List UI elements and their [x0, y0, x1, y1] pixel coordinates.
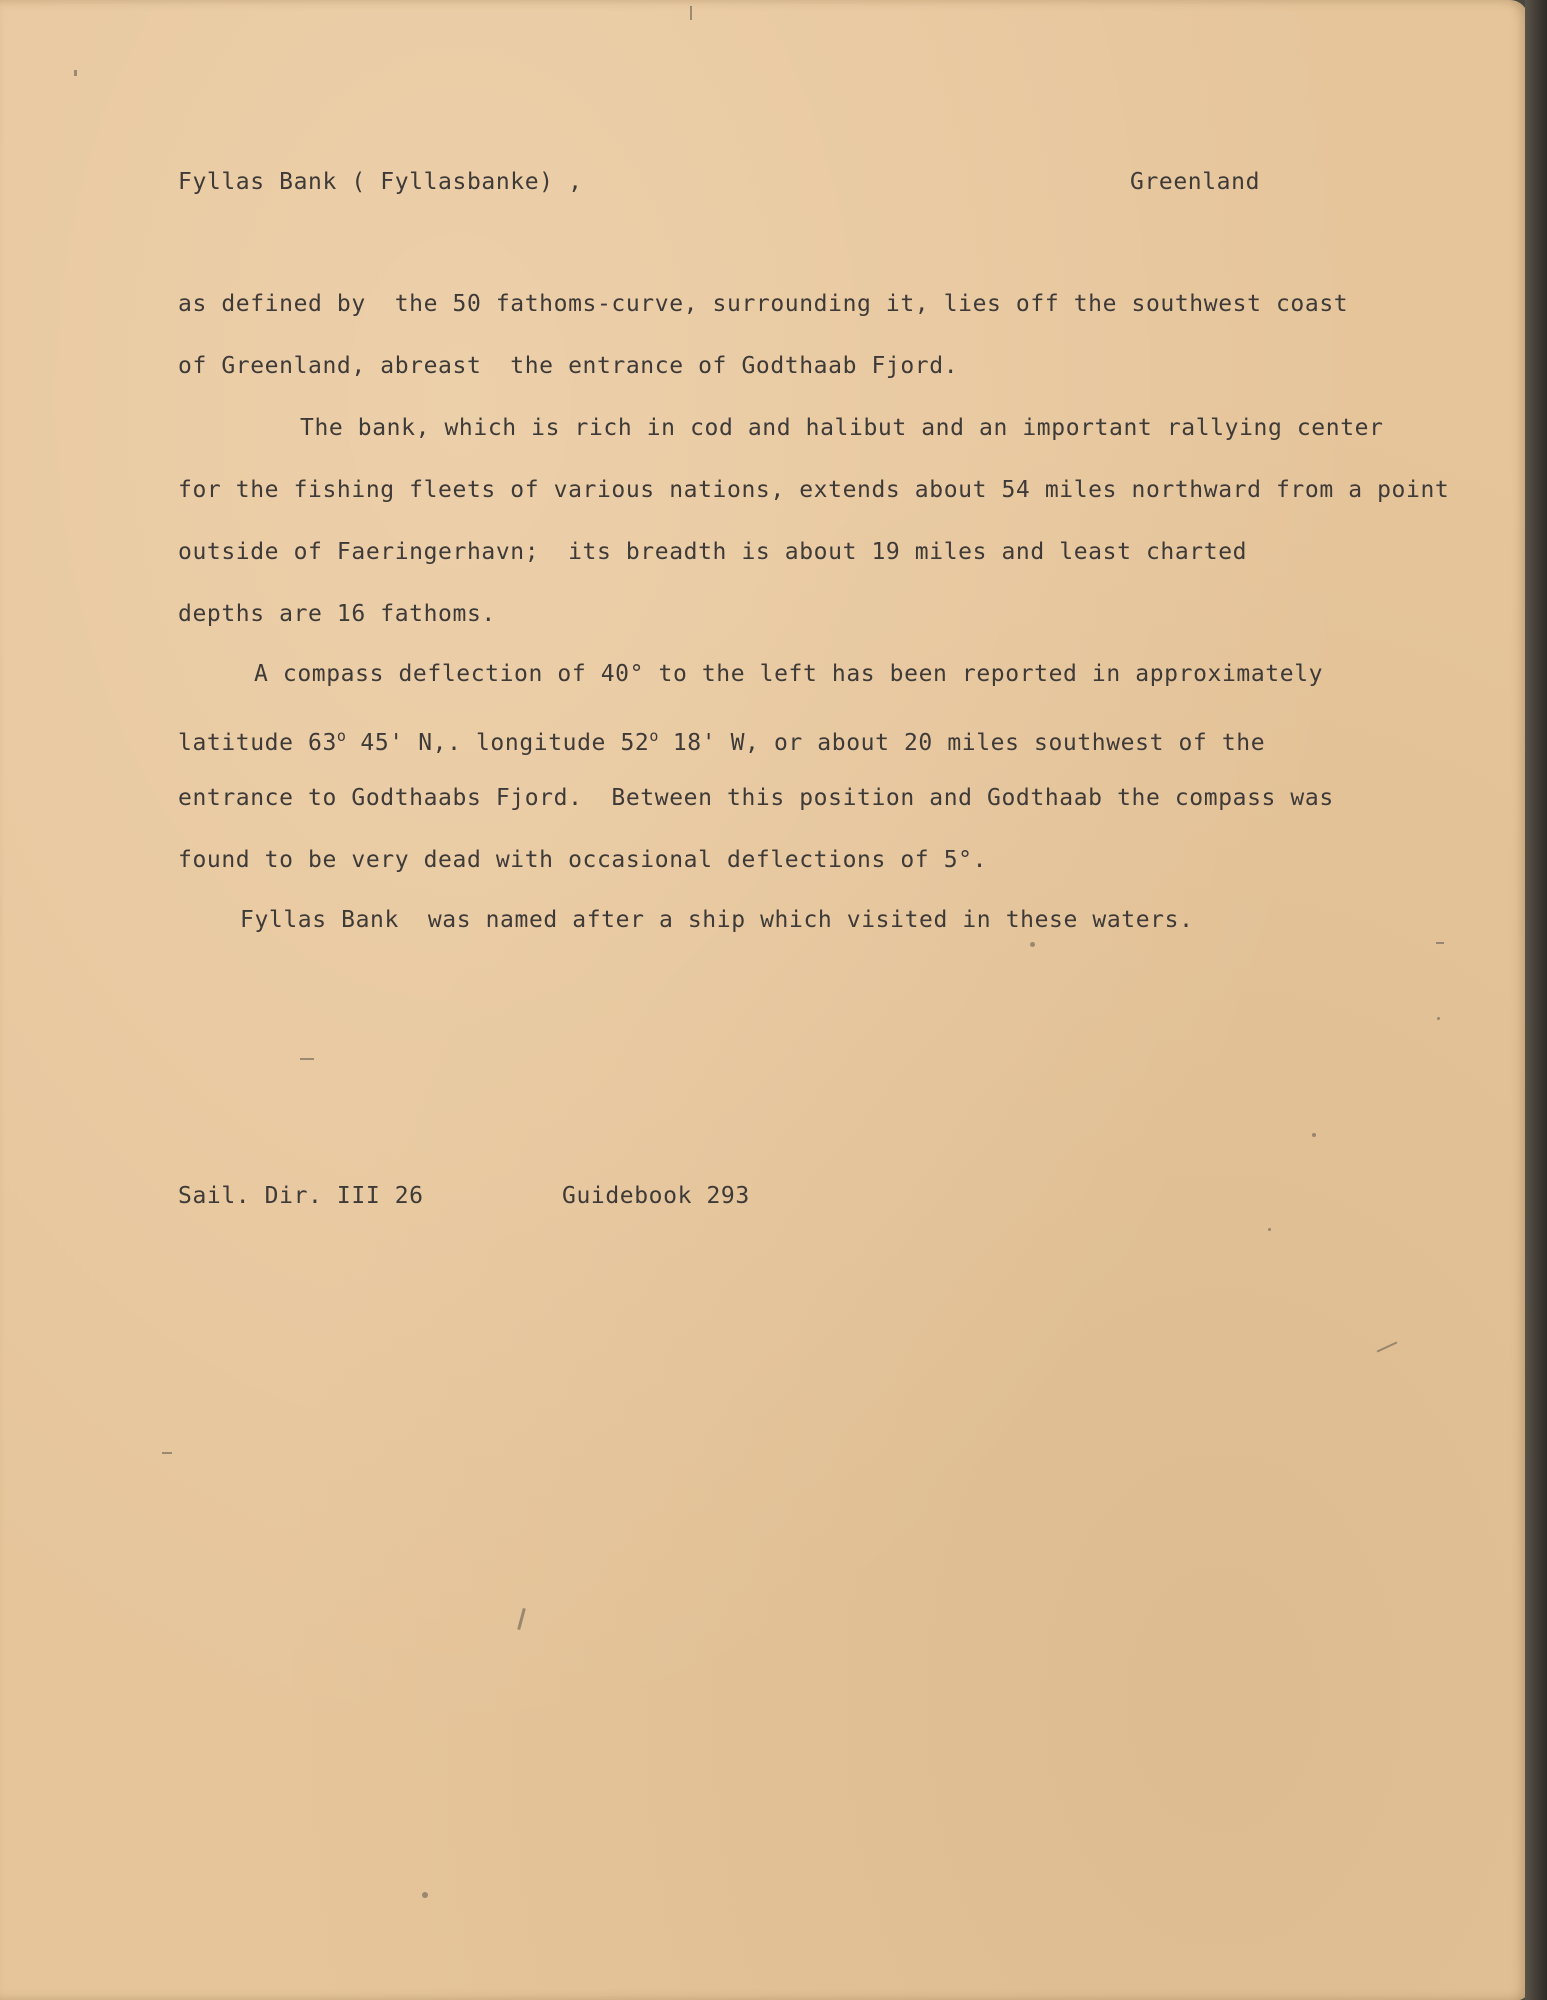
- degree-mark: o: [649, 727, 659, 745]
- body-line-8-part-b: 45' N,. longitude 52: [345, 730, 650, 756]
- degree-mark: o: [336, 727, 346, 745]
- body-line-2: of Greenland, abreast the entrance of Godthaab Fjord.: [178, 353, 959, 379]
- paper-speck: [1268, 1228, 1271, 1231]
- paper-speck: [1436, 942, 1444, 944]
- paper-speck: [1030, 942, 1035, 947]
- body-line-1: as defined by the 50 fathoms-curve, surrounding it, lies off the southwest coast: [178, 291, 1349, 317]
- paper-speck: [74, 70, 77, 76]
- paper-speck: [1312, 1133, 1316, 1137]
- paper-speck: [162, 1452, 172, 1454]
- paper-speck: [517, 1608, 526, 1630]
- body-line-8-part-c: 18' W, or about 20 miles southwest of the: [658, 730, 1266, 756]
- document-title: Fyllas Bank ( Fyllasbanke) ,: [178, 169, 583, 195]
- paper-speck: [690, 6, 692, 20]
- body-line-6: depths are 16 fathoms.: [178, 601, 496, 627]
- body-line-9: entrance to Godthaabs Fjord. Between this position and Godthaab the compass was: [178, 785, 1334, 811]
- body-line-8-part-a: latitude 63: [178, 730, 337, 756]
- body-line-5: outside of Faeringerhavn; its breadth is about 19 miles and least charted: [178, 539, 1248, 565]
- body-line-11: Fyllas Bank was named after a ship which visited in these waters.: [240, 907, 1194, 933]
- paper-speck: [1437, 1017, 1440, 1020]
- body-line-3: The bank, which is rich in cod and halibut and an important rallying center: [300, 415, 1384, 441]
- paper-speck: [1377, 1341, 1398, 1352]
- region-label: Greenland: [1130, 169, 1261, 195]
- sailing-directions-reference: Sail. Dir. III 26: [178, 1183, 424, 1209]
- guidebook-reference: Guidebook 293: [562, 1183, 750, 1209]
- body-line-4: for the fishing fleets of various nations, extends about 54 miles northward from a point: [178, 477, 1450, 503]
- body-line-10: found to be very dead with occasional deflections of 5°.: [178, 847, 988, 873]
- page-edge: [1525, 0, 1547, 2000]
- paper-speck: [300, 1058, 314, 1060]
- paper-speck: [422, 1892, 428, 1898]
- body-line-7: A compass deflection of 40° to the left has been reported in approximately: [254, 661, 1324, 687]
- body-line-8: [178, 722, 1265, 757]
